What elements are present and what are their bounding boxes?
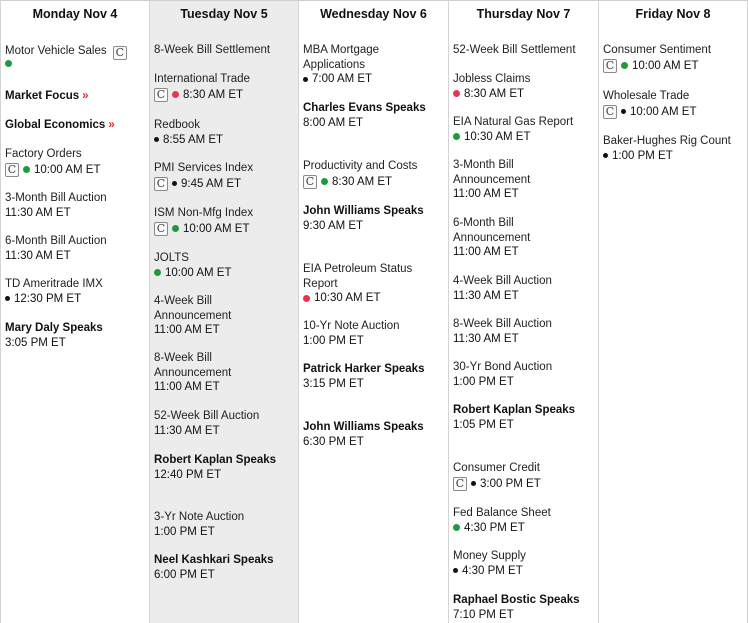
event-title[interactable]	[453, 403, 596, 418]
event-time: 10:00 AM ET	[632, 59, 699, 72]
event-title[interactable]	[453, 72, 596, 87]
event-time: 10:30 AM ET	[314, 292, 381, 304]
event-time: 3:00 PM ET	[480, 477, 541, 490]
event-title-text[interactable]: 4-Week Bill Announcement	[154, 295, 232, 322]
calendar-event[interactable]	[154, 206, 296, 236]
event-title[interactable]	[303, 420, 446, 435]
calendar-event[interactable]	[154, 118, 296, 147]
consensus-icon[interactable]: C	[603, 105, 617, 119]
calendar-event[interactable]	[154, 351, 272, 395]
event-time-line	[453, 289, 596, 304]
calendar-event[interactable]	[154, 510, 296, 539]
calendar-event[interactable]	[154, 43, 296, 58]
event-title[interactable]	[303, 362, 446, 377]
event-time: 11:30 AM ET	[453, 332, 519, 345]
consensus-icon[interactable]: C	[154, 88, 168, 102]
event-title-text[interactable]: 52-Week Bill Settlement	[453, 44, 576, 56]
event-title[interactable]	[5, 321, 147, 336]
event-title[interactable]	[5, 44, 147, 60]
event-title[interactable]	[453, 549, 596, 564]
consensus-icon[interactable]: C	[154, 177, 168, 191]
bullet-icon	[453, 568, 458, 573]
day-column-monday-nov-4	[0, 1, 149, 623]
event-title[interactable]	[5, 118, 147, 133]
calendar-event[interactable]	[453, 317, 596, 346]
event-title-text[interactable]: EIA Natural Gas Report	[453, 116, 574, 128]
calendar-event[interactable]	[303, 43, 421, 87]
event-time: 4:30 PM ET	[462, 564, 523, 577]
event-title[interactable]	[154, 351, 272, 380]
event-time-line	[154, 88, 296, 103]
event-time: 1:00 PM ET	[303, 334, 364, 347]
event-title-text[interactable]: 52-Week Bill Auction	[154, 410, 260, 422]
event-title-text[interactable]: Charles Evans Speaks	[303, 102, 426, 114]
event-title[interactable]	[154, 72, 296, 87]
event-time: 10:00 AM ET	[34, 163, 101, 176]
day-column-friday-nov-8	[598, 1, 748, 623]
event-title-text[interactable]: Robert Kaplan Speaks	[453, 404, 576, 416]
calendar-event[interactable]	[453, 461, 596, 491]
event-time-line	[154, 525, 296, 540]
event-title-text[interactable]: Redbook	[154, 119, 201, 131]
event-title-text[interactable]: 3-Month Bill Auction	[5, 192, 107, 204]
event-title-text[interactable]: 3-Yr Note Auction	[154, 511, 245, 523]
event-title-text[interactable]: ISM Non-Mfg Index	[154, 207, 254, 219]
consensus-icon[interactable]: C	[603, 59, 617, 73]
event-title[interactable]	[303, 101, 446, 116]
event-time-line	[603, 105, 745, 120]
event-time: 8:55 AM ET	[163, 133, 224, 146]
event-title[interactable]	[303, 159, 446, 174]
red-dot-icon	[303, 295, 310, 302]
red-dot-icon	[453, 90, 460, 97]
event-title-text[interactable]: 10-Yr Note Auction	[303, 320, 400, 332]
event-title[interactable]	[303, 319, 446, 334]
event-time: 6:00 PM ET	[154, 568, 215, 581]
event-time: 12:40 PM ET	[154, 468, 222, 481]
event-time-line	[453, 332, 596, 347]
day-column-thursday-nov-7	[448, 1, 598, 623]
calendar-event[interactable]	[453, 216, 571, 260]
event-time: 8:30 AM ET	[183, 88, 244, 101]
event-time: 3:05 PM ET	[5, 336, 66, 349]
event-time-line	[603, 59, 745, 74]
event-title[interactable]	[5, 191, 147, 206]
event-time: 11:30 AM ET	[5, 206, 71, 219]
event-time-line	[453, 187, 571, 202]
event-title[interactable]	[5, 234, 147, 249]
consensus-icon[interactable]: C	[453, 477, 467, 491]
event-time: 9:30 AM ET	[303, 219, 364, 232]
event-title[interactable]	[453, 593, 596, 608]
event-time: 1:00 PM ET	[453, 375, 514, 388]
event-time: 8:00 AM ET	[303, 116, 364, 129]
event-title[interactable]	[5, 89, 147, 104]
day-header: Friday Nov 8	[635, 7, 711, 21]
calendar-event[interactable]	[453, 403, 596, 432]
calendar-event[interactable]	[5, 44, 147, 67]
event-title-text[interactable]: John Williams Speaks	[303, 205, 424, 217]
green-dot-icon	[621, 62, 628, 69]
calendar-event[interactable]	[453, 274, 596, 303]
calendar-event[interactable]	[303, 362, 446, 391]
event-title-text[interactable]: International Trade	[154, 73, 250, 85]
event-time: 10:30 AM ET	[464, 130, 531, 143]
event-time: 10:00 AM ET	[183, 222, 250, 235]
event-time-line	[303, 175, 446, 190]
event-title[interactable]	[303, 43, 421, 72]
event-time-line	[5, 249, 147, 264]
bullet-icon	[603, 153, 608, 158]
event-title-text[interactable]: Fed Balance Sheet	[453, 507, 551, 519]
event-title-text[interactable]: 30-Yr Bond Auction	[453, 361, 553, 373]
event-time: 1:00 PM ET	[612, 149, 673, 162]
calendar-event[interactable]	[5, 321, 147, 350]
event-title[interactable]	[453, 506, 596, 521]
event-title[interactable]	[154, 251, 296, 266]
event-time: 11:00 AM ET	[453, 246, 519, 258]
calendar-event[interactable]	[154, 453, 296, 482]
event-title-text[interactable]: 3-Month Bill Announcement	[453, 159, 531, 186]
event-title-text[interactable]: MBA Mortgage Applications	[303, 44, 380, 71]
day-column-tuesday-nov-5	[149, 1, 298, 623]
event-time: 1:05 PM ET	[453, 418, 514, 431]
day-header: Thursday Nov 7	[476, 7, 571, 21]
event-time-line	[453, 130, 596, 145]
event-title-text[interactable]: 8-Week Bill Announcement	[154, 352, 232, 379]
event-title-text[interactable]: PMI Services Index	[154, 162, 254, 174]
event-time-line	[453, 608, 596, 623]
event-time-line	[453, 521, 596, 536]
event-title-text[interactable]: Robert Kaplan Speaks	[154, 454, 277, 466]
event-title[interactable]	[453, 360, 596, 375]
event-time-line	[154, 424, 296, 439]
chevron-right-icon[interactable]: »	[108, 119, 115, 131]
event-title[interactable]	[453, 461, 596, 476]
event-time-line	[154, 568, 296, 583]
event-title-text[interactable]: Global Economics	[5, 119, 106, 131]
calendar-event[interactable]	[5, 277, 147, 306]
event-time-line	[303, 435, 446, 450]
event-title-text[interactable]: Raphael Bostic Speaks	[453, 594, 580, 606]
calendar-event[interactable]	[453, 115, 596, 144]
event-title[interactable]	[154, 206, 296, 221]
event-time-line	[453, 477, 596, 492]
event-title[interactable]	[154, 453, 296, 468]
calendar-event[interactable]	[303, 262, 421, 306]
event-title-text[interactable]: Baker-Hughes Rig Count	[603, 135, 731, 147]
event-time-line	[5, 292, 147, 307]
event-time-line	[154, 468, 296, 483]
green-dot-icon	[23, 166, 30, 173]
event-time-line	[154, 222, 296, 237]
event-title[interactable]	[303, 204, 446, 219]
event-title[interactable]	[154, 118, 296, 133]
event-time: 8:30 AM ET	[332, 175, 393, 188]
calendar-event[interactable]	[5, 147, 147, 177]
event-title-text[interactable]: JOLTS	[154, 252, 189, 264]
event-time-line	[5, 163, 147, 178]
event-time-line	[154, 323, 272, 338]
bullet-icon	[303, 77, 308, 82]
consensus-icon[interactable]: C	[154, 222, 168, 236]
event-time-line	[303, 72, 421, 87]
calendar-event[interactable]	[303, 420, 446, 449]
bullet-icon	[621, 109, 626, 114]
event-time: 6:30 PM ET	[303, 435, 364, 448]
calendar-event[interactable]	[5, 118, 147, 133]
day-header: Tuesday Nov 5	[180, 7, 268, 21]
event-time-line	[603, 149, 745, 164]
event-title-text[interactable]: EIA Petroleum Status Report	[303, 263, 413, 290]
calendar-event[interactable]	[154, 72, 296, 102]
event-title-text[interactable]: Neel Kashkari Speaks	[154, 554, 274, 566]
day-column-wednesday-nov-6	[298, 1, 448, 623]
event-title[interactable]	[5, 277, 147, 292]
event-title-text[interactable]: Wholesale Trade	[603, 90, 690, 102]
event-title-text[interactable]: Patrick Harker Speaks	[303, 363, 425, 375]
calendar-event[interactable]	[303, 204, 446, 233]
event-title-text[interactable]: 6-Month Bill Announcement	[453, 217, 531, 244]
event-title[interactable]	[453, 216, 571, 245]
event-title-text[interactable]: Market Focus	[5, 90, 80, 102]
event-title[interactable]	[154, 294, 272, 323]
event-time: 11:30 AM ET	[5, 249, 71, 262]
consensus-icon[interactable]: C	[5, 163, 19, 177]
green-dot-icon	[172, 225, 179, 232]
event-time-line	[453, 418, 596, 433]
green-dot-icon	[453, 133, 460, 140]
event-title-text[interactable]: Productivity and Costs	[303, 160, 418, 172]
event-title-text[interactable]: Factory Orders	[5, 148, 82, 160]
calendar-event[interactable]	[453, 43, 596, 58]
event-time: 3:15 PM ET	[303, 377, 364, 390]
calendar-event[interactable]	[453, 360, 596, 389]
event-time: 10:00 AM ET	[165, 266, 232, 279]
calendar-event[interactable]	[303, 319, 446, 348]
event-title-text[interactable]: John Williams Speaks	[303, 421, 424, 433]
event-title[interactable]	[303, 262, 421, 291]
event-title-text[interactable]: 4-Week Bill Auction	[453, 275, 552, 287]
event-title[interactable]	[154, 43, 296, 58]
calendar-event[interactable]	[453, 506, 596, 535]
event-time: 8:30 AM ET	[464, 87, 525, 100]
event-time-line	[303, 219, 446, 234]
event-title[interactable]	[453, 274, 596, 289]
event-time: 11:00 AM ET	[453, 188, 519, 200]
event-title[interactable]	[453, 158, 571, 187]
bullet-icon	[471, 481, 476, 486]
consensus-icon[interactable]: C	[113, 46, 127, 60]
calendar-event[interactable]	[603, 89, 745, 119]
calendar-event[interactable]	[5, 191, 147, 220]
calendar-event[interactable]	[453, 158, 571, 202]
calendar-event[interactable]	[154, 553, 296, 582]
event-title[interactable]	[453, 317, 596, 332]
calendar-event[interactable]	[603, 134, 745, 163]
event-title[interactable]	[603, 134, 745, 149]
green-dot-icon	[5, 60, 12, 67]
event-time-line	[154, 266, 296, 281]
calendar-event[interactable]	[154, 161, 296, 191]
day-header: Wednesday Nov 6	[320, 7, 427, 21]
event-title[interactable]	[5, 147, 147, 162]
calendar-event[interactable]	[453, 549, 596, 578]
event-title[interactable]	[603, 89, 745, 104]
event-title-text[interactable]: Jobless Claims	[453, 73, 531, 85]
calendar-event[interactable]	[303, 101, 446, 130]
calendar-event[interactable]	[453, 593, 596, 622]
event-time: 11:30 AM ET	[453, 289, 519, 302]
event-time-line	[303, 377, 446, 392]
event-title-text[interactable]: Consumer Sentiment	[603, 44, 712, 56]
event-title-text[interactable]: Money Supply	[453, 550, 526, 562]
event-title-text[interactable]: 6-Month Bill Auction	[5, 235, 107, 247]
event-title-text[interactable]: TD Ameritrade IMX	[5, 278, 103, 290]
calendar-event[interactable]	[154, 294, 272, 338]
event-title[interactable]	[154, 510, 296, 525]
event-time-line	[5, 60, 147, 67]
event-time: 11:00 AM ET	[154, 324, 220, 336]
day-header: Monday Nov 4	[32, 7, 118, 21]
event-time: 7:00 AM ET	[312, 73, 373, 85]
event-time-line	[303, 291, 421, 306]
event-time-line	[303, 334, 446, 349]
event-title[interactable]	[154, 409, 296, 424]
calendar-event[interactable]	[5, 89, 147, 104]
event-time: 12:30 PM ET	[14, 292, 82, 305]
consensus-icon[interactable]: C	[303, 175, 317, 189]
calendar-event[interactable]	[154, 251, 296, 280]
red-dot-icon	[172, 91, 179, 98]
green-dot-icon	[453, 524, 460, 531]
event-time: 9:45 AM ET	[181, 177, 242, 190]
event-title-text[interactable]: 8-Week Bill Settlement	[154, 44, 271, 56]
calendar-event[interactable]	[453, 72, 596, 101]
event-time-line	[453, 87, 596, 102]
event-time: 11:30 AM ET	[154, 424, 220, 437]
event-time-line	[453, 564, 596, 579]
event-title[interactable]	[453, 115, 596, 130]
calendar-event[interactable]	[5, 234, 147, 263]
calendar-event[interactable]	[603, 43, 745, 73]
green-dot-icon	[321, 178, 328, 185]
calendar-event[interactable]	[154, 409, 296, 438]
event-title-text[interactable]: Mary Daly Speaks	[5, 322, 103, 334]
event-time-line	[5, 206, 147, 221]
event-time: 11:00 AM ET	[154, 381, 220, 393]
event-title-text[interactable]: Motor Vehicle Sales	[5, 45, 107, 57]
bullet-icon	[172, 181, 177, 186]
event-title[interactable]	[453, 43, 596, 58]
event-time-line	[5, 336, 147, 351]
event-time-line	[453, 245, 571, 260]
chevron-right-icon[interactable]: »	[82, 90, 89, 102]
event-time-line	[154, 133, 296, 148]
event-title-text[interactable]: 8-Week Bill Auction	[453, 318, 552, 330]
event-title[interactable]	[154, 553, 296, 568]
event-time: 1:00 PM ET	[154, 525, 215, 538]
event-time: 7:10 PM ET	[453, 608, 514, 621]
event-time-line	[154, 380, 272, 395]
event-title[interactable]	[603, 43, 745, 58]
bullet-icon	[154, 137, 159, 142]
calendar-event[interactable]	[303, 159, 446, 189]
green-dot-icon	[154, 269, 161, 276]
event-time: 4:30 PM ET	[464, 521, 525, 534]
event-time-line	[303, 116, 446, 131]
event-time: 10:00 AM ET	[630, 105, 697, 118]
bullet-icon	[5, 296, 10, 301]
event-time-line	[453, 375, 596, 390]
event-title[interactable]	[154, 161, 296, 176]
event-title-text[interactable]: Consumer Credit	[453, 462, 540, 474]
event-time-line	[154, 177, 296, 192]
